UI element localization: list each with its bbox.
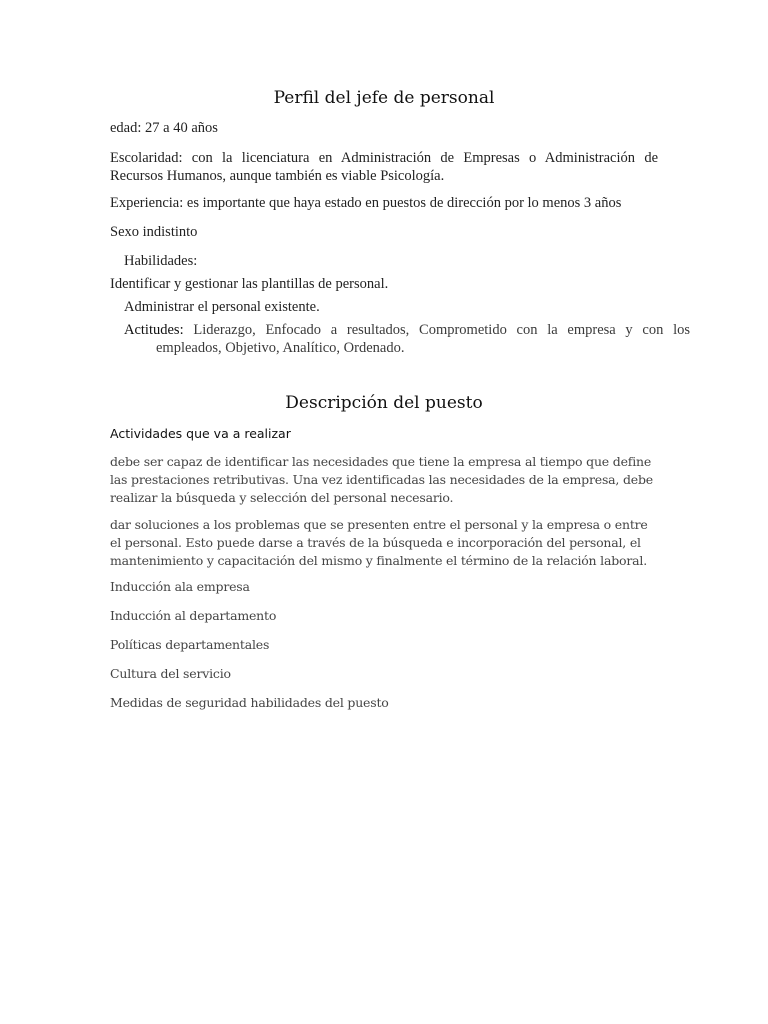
list-item: Políticas departamentales bbox=[110, 637, 270, 652]
education-paragraph bbox=[110, 149, 658, 185]
age-line: edad: 27 a 40 años bbox=[110, 120, 218, 136]
attitudes-label: Actitudes: bbox=[124, 322, 184, 338]
list-item: Inducción ala empresa bbox=[110, 579, 250, 594]
list-item: Cultura del servicio bbox=[110, 666, 231, 681]
list-item: Inducción al departamento bbox=[110, 608, 277, 623]
attitudes-paragraph bbox=[124, 321, 690, 357]
education-text: con la licenciatura en Administración de Empresas o Administración de Recursos Humanos, aunque también es viable Psicología. bbox=[110, 150, 658, 184]
skill-identify: Identificar y gestionar las plantillas de personal. bbox=[110, 276, 389, 292]
skill-administer: Administrar el personal existente. bbox=[124, 299, 320, 315]
skills-heading: Habilidades: bbox=[124, 253, 198, 269]
list-item: Medidas de seguridad habilidades del puesto bbox=[110, 695, 389, 710]
activities-paragraph-2: dar soluciones a los problemas que se presenten entre el personal y la empresa o entre el personal. Esto puede darse a través de la búsqueda e incorporación del personal, el mantenimiento y capacitación del mismo y finalmente el término de la relación laboral. bbox=[110, 517, 648, 568]
attitudes-text: Liderazgo, Enfocado a resultados, Comprometido con la empresa y con los empleados, Objetivo, Analítico, Ordenado. bbox=[156, 322, 690, 356]
sex-line: Sexo indistinto bbox=[110, 224, 198, 240]
education-label: Escolaridad: bbox=[110, 150, 183, 166]
description-title: Descripción del puesto bbox=[285, 393, 483, 413]
activities-subtitle: Actividades que va a realizar bbox=[110, 426, 291, 441]
profile-title: Perfil del jefe de personal bbox=[273, 88, 495, 108]
experience-line: Experiencia: es importante que haya estado en puestos de dirección por lo menos 3 años bbox=[110, 195, 622, 211]
activities-paragraph-1: debe ser capaz de identificar las necesidades que tiene la empresa al tiempo que define las prestaciones retributivas. Una vez identificadas las necesidades de la empresa, debe realizar la búsqueda y selección del personal necesario. bbox=[110, 454, 653, 505]
